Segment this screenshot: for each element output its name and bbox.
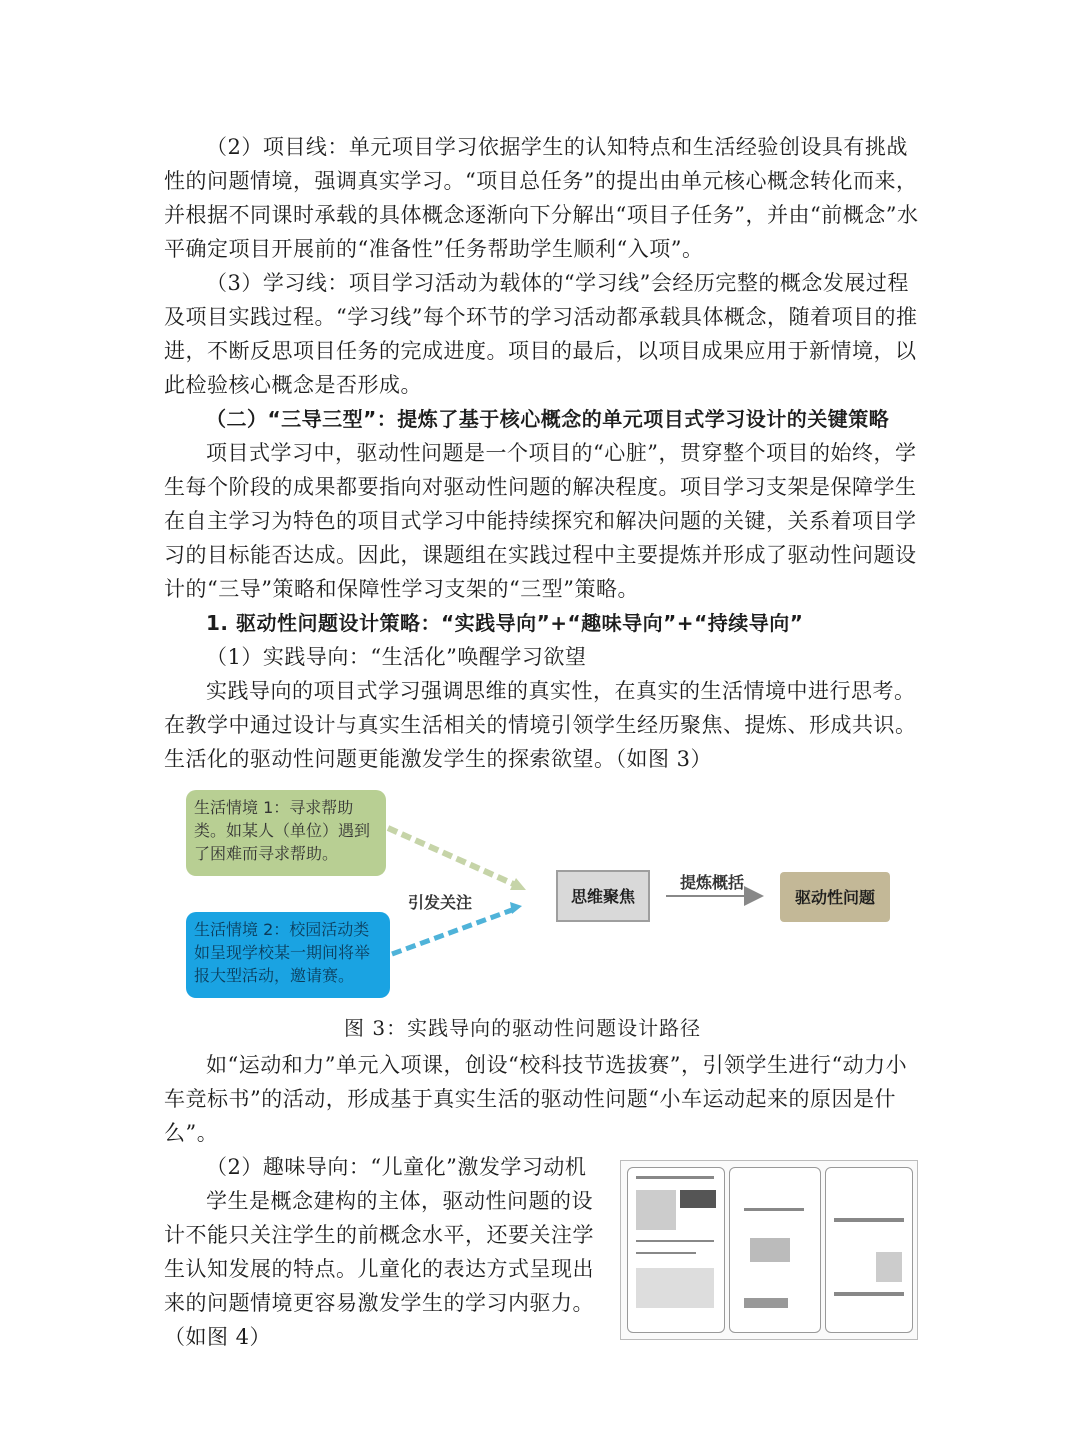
worksheet-panel-2 xyxy=(729,1167,821,1333)
paragraph-driving-question: 项目式学习中，驱动性问题是一个项目的“心脏”，贯穿整个项目的始终，学生每个阶段的成果都要指向对驱动性问题的解决程度。项目学习支架是保障学生在自主学习为特色的项目式学习中能持续探究和解决问题的关键，关系着项目学习的目标能否达成。因此，课题组在实践过程中主要提炼并形成了驱动性问题设计的“三导”策略和保障性学习支架的“三型”策略。 xyxy=(164,441,917,601)
attract-attention-label: 引发关注 xyxy=(408,893,473,912)
driving-question-box: 驱动性问题 xyxy=(780,872,890,922)
paragraph-example: 如“运动和力”单元入项课，创设“校科技节选拔赛”，引领学生进行“动力小车竞标书”的活动，形成基于真实生活的驱动性问题“小车运动起来的原因是什么”。 xyxy=(164,1053,908,1145)
think-focus-box: 思维聚焦 xyxy=(556,870,650,922)
figure-4-reference: （如图 4） xyxy=(164,1325,272,1349)
figure-4-student-worksheets xyxy=(620,1160,918,1340)
situation-2-box: 生活情境 2：校园活动类如呈现学校某一期间将举报大型活动，邀请赛。 xyxy=(186,912,390,998)
subheading-practice-oriented: （1）实践导向：“生活化”唤醒学习欲望 xyxy=(206,645,587,669)
paragraph-learning-line: （3）学习线：项目学习活动为载体的“学习线”会经历完整的概念发展过程及项目实践过程。“学习线”每个环节的学习活动都承载具体概念，随着项目的推进，不断反思项目任务的完成进度。项目的最后，以项目成果应用于新情境，以此检验核心概念是否形成。 xyxy=(164,271,918,397)
paragraph-childlike: 学生是概念建构的主体，驱动性问题的设计不能只关注学生的前概念水平，还要关注学生认知发展的特点。儿童化的表达方式呈现出来的问题情境更容易激发学生的学习内驱力。 xyxy=(164,1189,594,1315)
paragraph-practice: 实践导向的项目式学习强调思维的真实性，在真实的生活情境中进行思考。在教学中通过设计与真实生活相关的情境引领学生经历聚焦、提炼、形成共识。生活化的驱动性问题更能激发学生的探索欲望。（如图 3） xyxy=(164,679,917,771)
figure-3-diagram xyxy=(180,782,900,1002)
worksheet-panel-3 xyxy=(825,1167,913,1333)
extract-summary-label: 提炼概括 xyxy=(680,873,745,892)
situation-1-box: 生活情境 1：寻求帮助类。如某人（单位）遇到了困难而寻求帮助。 xyxy=(186,790,386,876)
arrow-from-situation-2 xyxy=(392,910,512,954)
arrow-from-situation-1 xyxy=(388,828,518,886)
paragraph-project-line: （2）项目线：单元项目学习依据学生的认知特点和生活经验创设具有挑战性的问题情境，强调真实学习。“项目总任务”的提出由单元核心概念转化而来，并根据不同课时承载的具体概念逐渐向下分解出“项目子任务”，并由“前概念”水平确定项目开展前的“准备性”任务帮助学生顺利“入项”。 xyxy=(164,135,919,261)
arrowhead-2 xyxy=(510,902,522,914)
section-heading-two: （二）“三导三型”：提炼了基于核心概念的单元项目式学习设计的关键策略 xyxy=(206,407,890,431)
worksheet-panel-1 xyxy=(627,1167,725,1333)
figure-3-caption: 图 3：实践导向的驱动性问题设计路径 xyxy=(344,1016,702,1040)
strategy-heading: 1. 驱动性问题设计策略：“实践导向”+“趣味导向”+“持续导向” xyxy=(206,611,804,635)
subheading-fun-oriented: （2）趣味导向：“儿童化”激发学习动机 xyxy=(206,1155,587,1179)
